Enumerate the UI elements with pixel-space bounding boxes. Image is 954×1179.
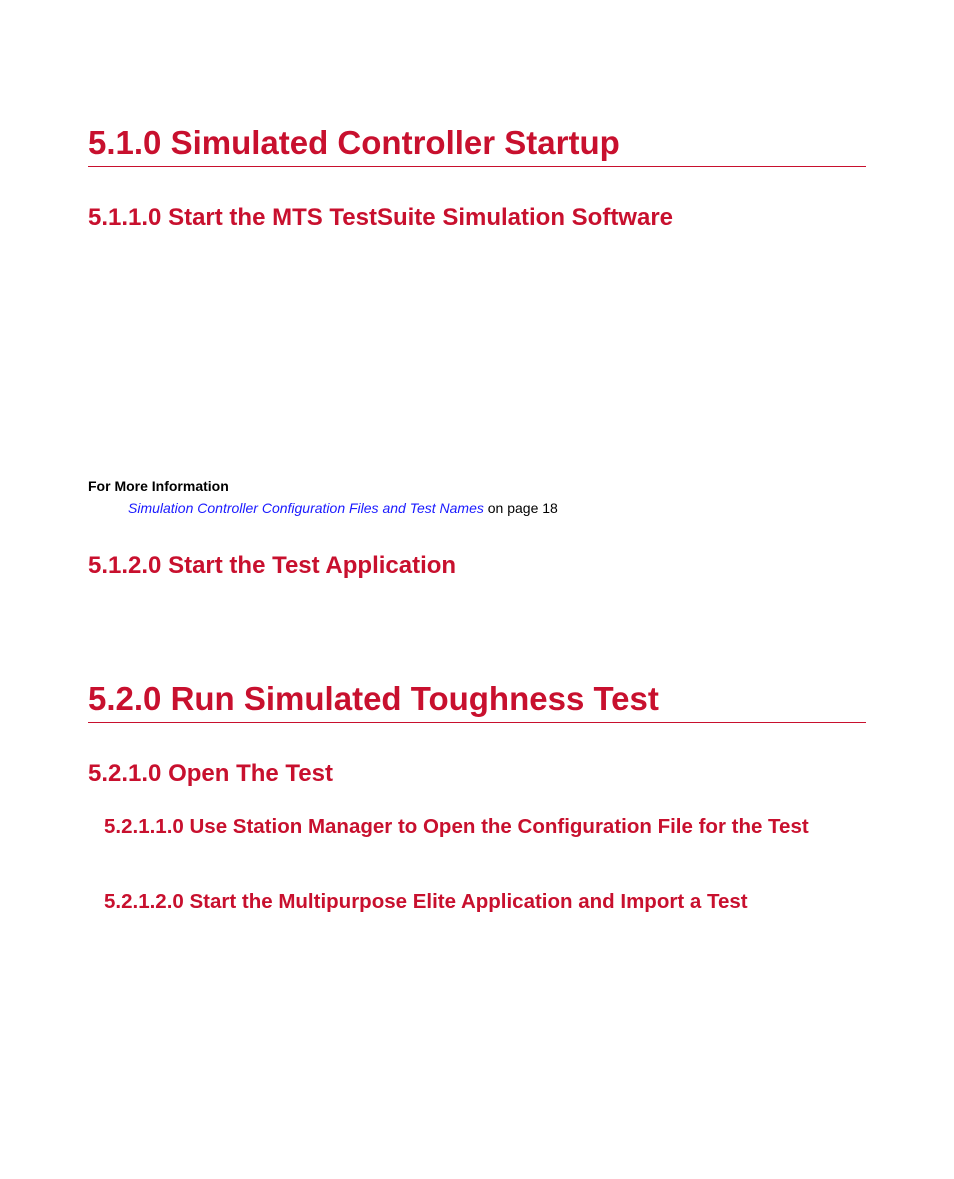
heading-5-1-2-0: 5.1.2.0 Start the Test Application	[88, 552, 457, 579]
heading-5-2-0: 5.2.0 Run Simulated Toughness Test	[88, 680, 659, 717]
heading-rule	[88, 166, 866, 167]
heading-5-1-1-0: 5.1.1.0 Start the MTS TestSuite Simulation Software	[88, 204, 674, 231]
heading-rule	[88, 722, 866, 723]
page-reference-text: on page 18	[483, 500, 558, 516]
heading-5-2-1-2-0: 5.2.1.2.0 Start the Multipurpose Elite Application and Import a Test	[104, 890, 748, 913]
more-info-reference	[128, 500, 558, 517]
heading-5-2-1-1-0: 5.2.1.1.0 Use Station Manager to Open the Configuration File for the Test	[104, 815, 809, 838]
heading-5-1-0: 5.1.0 Simulated Controller Startup	[88, 124, 620, 161]
heading-5-2-1-0: 5.2.1.0 Open The Test	[88, 760, 333, 787]
more-info-label: For More Information	[88, 478, 229, 494]
cross-reference-link[interactable]: Simulation Controller Configuration Files and Test Names	[128, 500, 484, 516]
